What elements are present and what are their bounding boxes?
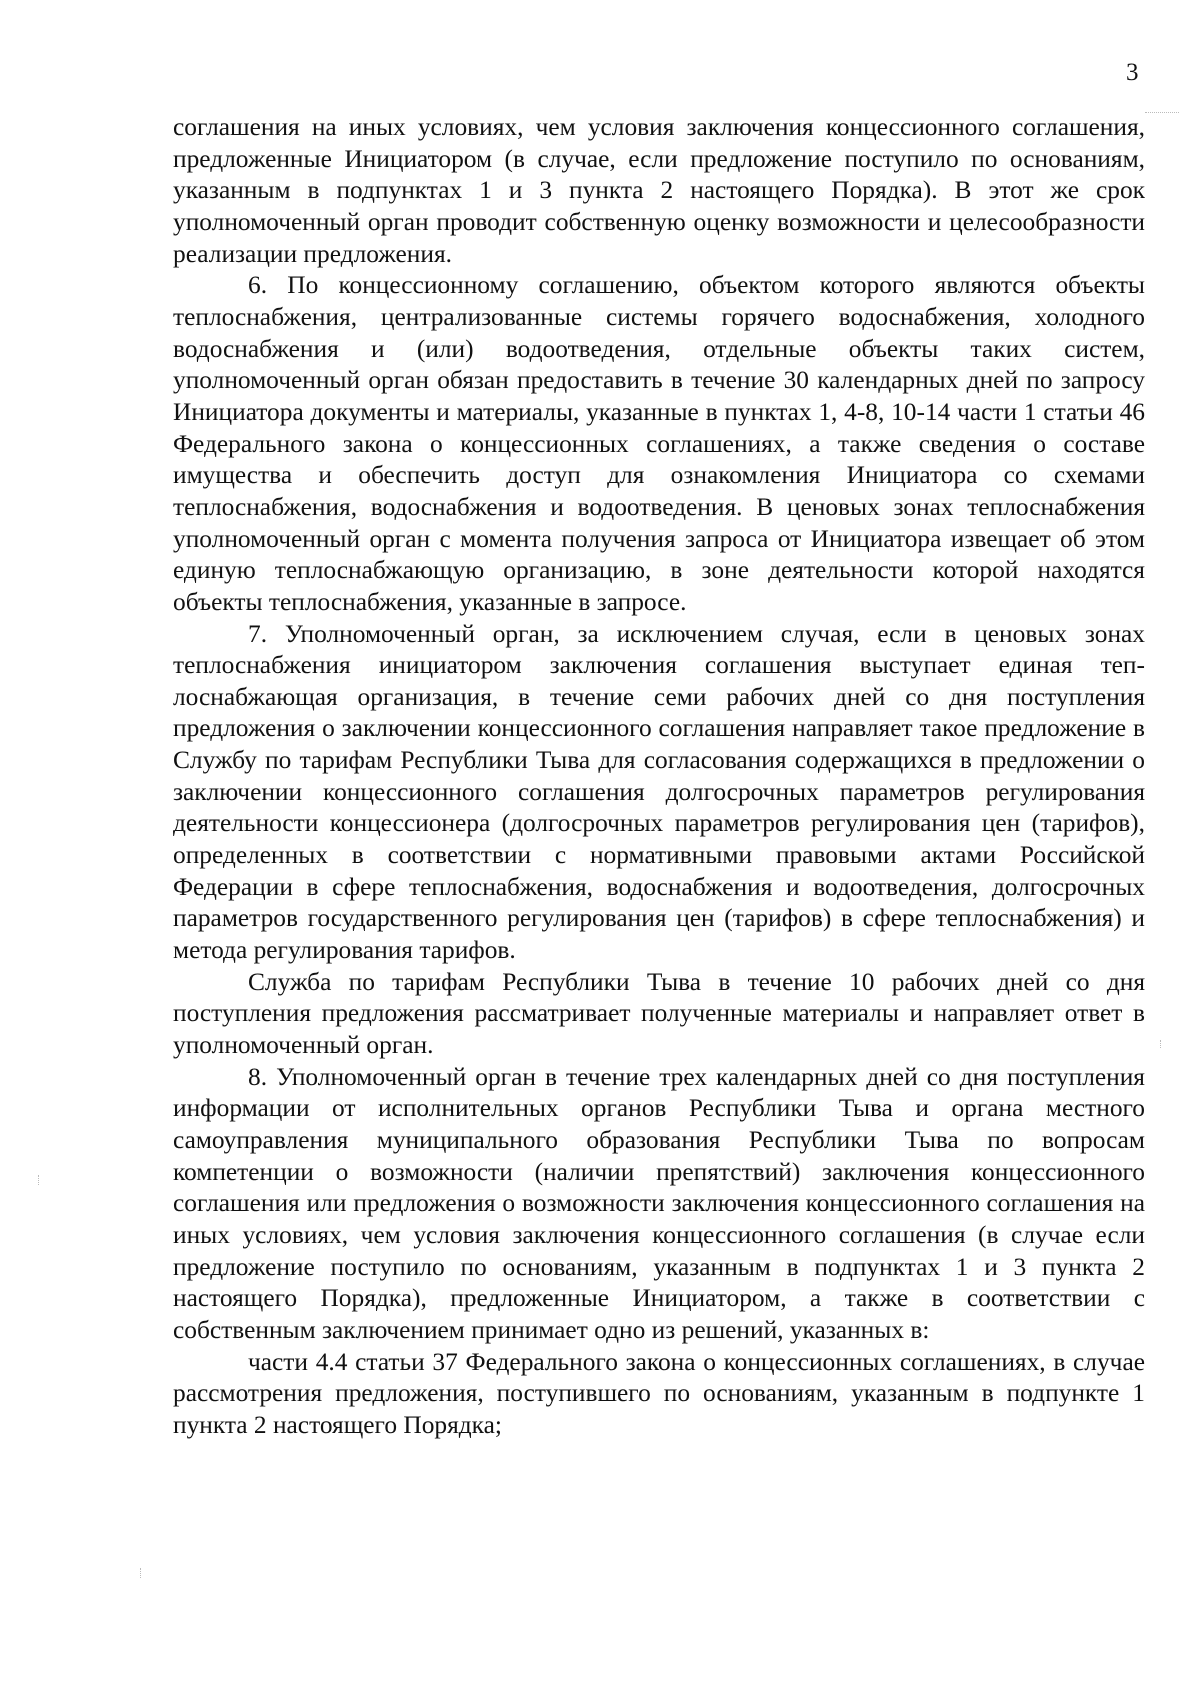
scan-artifact xyxy=(1160,1040,1161,1048)
document-body xyxy=(173,112,1145,1442)
scan-artifact xyxy=(38,1175,39,1185)
paragraph-item-7: 7. Уполномоченный орган, за исключением случая, если в ценовых зонах теплоснабжения инициатором заключения соглашения выступает единая теплоснабжающая организация, в течение семи рабочих дней со дня поступления предложения о заключении концессионного соглашения направляет такое предложение в Службу по тарифам Республики Тыва для согласования содержащихся в предложении о заключении концессионного соглашения долгосрочных параметров регулирования деятельности концессионера (долгосрочных параметров регулирования цен (тарифов), определенных в соответствии с нормативными правовыми актами Российской Федерации в сфере теплоснабжения, водоснабжения и водоотведения, долгосрочных параметров государственного регулирования цен (тарифов) в сфере теплоснабжения) и метода регулирования тарифов. xyxy=(173,619,1145,965)
paragraph-item-8: 8. Уполномоченный орган в течение трех календарных дней со дня поступления информации от исполнительных органов Республики Тыва и органа местного самоуправления муниципального образования Республики Тыва по вопросам компетенции о возможности (наличии препятствий) заключения концессионного соглашения или предложения о возможности заключения концессионного соглашения на иных условиях, чем условия заключения концессионного соглашения (в случае если предложение поступило по основаниям, указанным в подпунктах 1 и 3 пункта 2 настоящего Порядка), предложенные Инициатором, а также в соответствии с собственным заключением принимает одно из решений, указанных в: xyxy=(173,1062,1145,1344)
page-number: 3 xyxy=(1126,59,1139,86)
paragraph-item-6: 6. По концессионному соглашению, объектом которого являются объекты теплоснабжения, централизованные системы горячего водоснабжения, холодного водоснабжения и (или) водоотведения, отдельные объекты таких систем, уполномоченный орган обязан предоставить в течение 30 календарных дней по запросу Инициатора документы и материалы, указанные в пунктах 1, 4-8, 10-14 части 1 статьи 46 Федерального закона о концессионных соглашениях, а также сведения о составе имущества и обеспечить доступ для ознакомления Инициатора со схемами теплоснабжения, водоснабжения и водоотведения. В ценовых зонах теплоснабжения уполномоченный орган с момента получения запроса от Инициатора извещает об этом единую теплоснабжающую организацию, в зоне деятельности которой находятся объекты теплоснабжения, указанные в запросе. xyxy=(173,271,1145,616)
paragraph-tariff-service: Служба по тарифам Республики Тыва в течение 10 рабочих дней со дня поступления предложения рассматривает полученные материалы и направляет ответ в уполномоченный орган. xyxy=(173,967,1145,1060)
paragraph-continuation: соглашения на иных условиях, чем условия заключения концессионного соглашения, предложенные Инициатором (в случае, если предложение поступило по основаниям, указанным в подпунктах 1 и 3 пункта 2 настоящего Порядка). В этот же срок уполномоченный орган проводит собственную оценку возможности и целесообразности реализации предложения. xyxy=(173,113,1145,268)
scan-artifact xyxy=(1145,112,1179,113)
scan-artifact xyxy=(140,1568,141,1578)
paragraph-article-reference: части 4.4 статьи 37 Федерального закона о концессионных соглашениях, в случае рассмотрения предложения, поступившего по основаниям, указанным в подпункте 1 пункта 2 настоящего Порядка; xyxy=(173,1347,1145,1439)
